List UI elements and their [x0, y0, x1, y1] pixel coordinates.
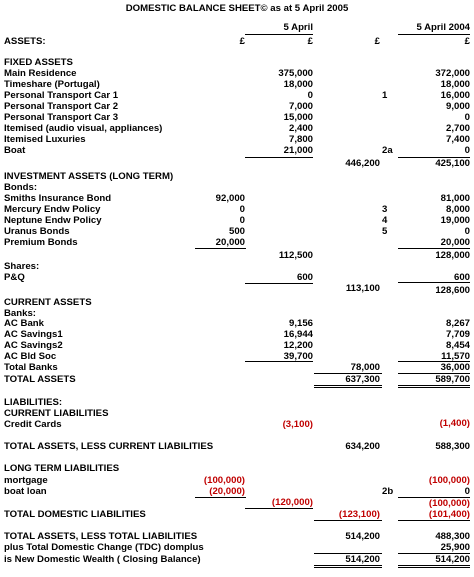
bank-value-2005: 16,944	[283, 329, 313, 340]
current-liabilities-heading: CURRENT LIABILITIES	[4, 408, 109, 419]
header-2004: 5 April 2004	[416, 22, 470, 33]
bond-units: 20,000	[215, 237, 245, 248]
total-banks-2005: 78,000	[350, 362, 380, 373]
boat-loan-ref: 2b	[382, 486, 394, 497]
fixed-assets-rule-2005	[245, 157, 313, 158]
shares-label: Shares:	[4, 261, 40, 272]
fixed-asset-label: Personal Transport Car 2	[4, 101, 119, 112]
fixed-asset-value-2004: 0	[464, 112, 470, 123]
total-domestic-label: TOTAL DOMESTIC LIABILITIES	[4, 509, 146, 520]
currency-col2: £	[307, 36, 313, 47]
total-assets-2004: 589,700	[435, 374, 470, 385]
bonds-rule-units	[195, 248, 246, 249]
total-domestic-rule-2005	[245, 508, 313, 509]
boat-loan-2005: (20,000)	[209, 486, 245, 497]
investment-heading: INVESTMENT ASSETS (LONG TERM)	[4, 171, 174, 182]
net-current-2005: 634,200	[345, 441, 380, 452]
fixed-assets-heading: FIXED ASSETS	[4, 57, 73, 68]
currency-col4: £	[464, 36, 470, 47]
total-domestic-underline-2005	[314, 520, 382, 521]
fixed-asset-value-2004: 7,400	[445, 134, 470, 145]
banks-label: Banks:	[4, 308, 36, 319]
bank-value-2005: 9,156	[288, 318, 313, 329]
long-term-sub-2004: (100,000)	[428, 498, 470, 509]
banks-rule-2005	[245, 361, 313, 362]
bond-units: 500	[228, 226, 245, 237]
closing-2004: 514,200	[435, 554, 470, 565]
fixed-asset-value-2004: 372,000	[435, 68, 470, 79]
net-current-label: TOTAL ASSETS, LESS CURRENT LIABILITIES	[4, 441, 214, 452]
bond-value-2004: 19,000	[440, 215, 470, 226]
bond-ref: 5	[382, 226, 388, 237]
mortgage-label: mortgage	[4, 475, 48, 486]
total-assets-double-rule-2004	[398, 385, 470, 388]
investment-total-2005: 113,100	[345, 283, 380, 294]
bank-value-2004: 8,267	[445, 318, 470, 329]
bonds-rule-2004	[398, 248, 470, 249]
shares-rule-2005	[245, 283, 313, 284]
bank-value-2005: 12,200	[283, 340, 313, 351]
net-worth-2004: 488,300	[435, 531, 470, 542]
long-term-rule	[195, 497, 246, 498]
bank-value-2004: 7,709	[445, 329, 470, 340]
tdc-2004: 25,900	[440, 542, 470, 553]
total-assets-double-rule-2005	[314, 385, 382, 388]
fixed-asset-value-2004: 0	[464, 145, 470, 156]
bank-value-2004: 11,570	[441, 351, 470, 362]
closing-2005: 514,200	[345, 554, 380, 565]
investment-total-2004: 128,600	[435, 285, 470, 296]
header-2004-underline	[398, 34, 470, 35]
bond-units: 92,000	[215, 193, 245, 204]
net-worth-label: TOTAL ASSETS, LESS TOTAL LIABILITIES	[4, 531, 198, 542]
closing-double-rule-2005	[314, 565, 382, 568]
bond-label: Mercury Endw Policy	[4, 204, 101, 215]
bonds-total-2005: 112,500	[278, 250, 313, 261]
current-assets-heading: CURRENT ASSETS	[4, 297, 92, 308]
shares-rule-2004	[398, 282, 470, 283]
fixed-asset-label: Itemised Luxuries	[4, 134, 86, 145]
fixed-asset-label: Personal Transport Car 1	[4, 90, 119, 101]
fixed-assets-total-2004: 425,100	[435, 158, 470, 169]
fixed-asset-ref: 2a	[382, 145, 393, 156]
bank-label: AC Savings1	[4, 329, 63, 340]
bank-value-2005: 39,700	[283, 351, 313, 362]
header-2005: 5 April	[283, 22, 313, 33]
bond-ref: 3	[382, 204, 388, 215]
total-banks-2004: 36,000	[440, 362, 470, 373]
tdc-label: plus Total Domestic Change (TDC) domplus	[4, 542, 204, 553]
fixed-asset-label: Itemised (audio visual, appliances)	[4, 123, 163, 134]
bond-value-2004: 20,000	[440, 237, 470, 248]
fixed-asset-value-2005: 21,000	[283, 145, 313, 156]
currency-col3: £	[374, 36, 380, 47]
currency-col1: £	[239, 36, 245, 47]
bond-value-2004: 81,000	[440, 193, 470, 204]
fixed-asset-value-2005: 2,400	[288, 123, 313, 134]
mortgage-2004: (100,000)	[428, 475, 470, 486]
fixed-asset-value-2004: 16,000	[440, 90, 470, 101]
credit-cards-2004: (1,400)	[439, 418, 470, 429]
bank-label: AC Savings2	[4, 340, 63, 351]
bond-value-2004: 8,000	[445, 204, 470, 215]
total-domestic-underline-2004	[398, 520, 470, 521]
bond-label: Smiths Insurance Bond	[4, 193, 112, 204]
closing-double-rule-2004	[398, 565, 470, 568]
bond-units: 0	[239, 215, 245, 226]
share-value-2004-0: 600	[453, 272, 470, 283]
bonds-total-2004: 128,000	[435, 250, 470, 261]
bonds-label: Bonds:	[4, 182, 38, 193]
credit-cards-label: Credit Cards	[4, 419, 62, 430]
bond-ref: 4	[382, 215, 388, 226]
net-current-2004: 588,300	[435, 441, 470, 452]
bond-value-2004: 0	[464, 226, 470, 237]
boat-loan-2004: 0	[464, 486, 470, 497]
bank-value-2004: 8,454	[445, 340, 470, 351]
fixed-asset-value-2005: 15,000	[283, 112, 313, 123]
fixed-asset-value-2004: 2,700	[445, 123, 470, 134]
mortgage-2005: (100,000)	[203, 475, 245, 486]
total-banks-label: Total Banks	[4, 362, 58, 373]
fixed-asset-value-2005: 375,000	[278, 68, 313, 79]
fixed-asset-value-2005: 0	[307, 90, 313, 101]
bank-label: AC Bld Soc	[4, 351, 57, 362]
total-assets-2005: 637,300	[345, 374, 380, 385]
fixed-asset-value-2005: 18,000	[283, 79, 313, 90]
bond-label: Uranus Bonds	[4, 226, 70, 237]
liabilities-heading: LIABILITIES:	[4, 397, 63, 408]
fixed-asset-value-2005: 7,800	[288, 134, 313, 145]
header-2005-underline	[245, 34, 313, 35]
bond-label: Premium Bonds	[4, 237, 78, 248]
fixed-asset-label: Boat	[4, 145, 26, 156]
bond-label: Neptune Endw Policy	[4, 215, 102, 226]
fixed-asset-value-2005: 7,000	[288, 101, 313, 112]
fixed-asset-label: Main Residence	[4, 68, 77, 79]
total-assets-label: TOTAL ASSETS	[4, 374, 76, 385]
closing-label: is New Domestic Wealth ( Closing Balance)	[4, 554, 201, 565]
credit-cards-2005: (3,100)	[282, 419, 313, 430]
fixed-asset-value-2004: 18,000	[440, 79, 470, 90]
fixed-assets-total-2005: 446,200	[345, 158, 380, 169]
total-domestic-2004: (101,400)	[428, 509, 470, 520]
fixed-asset-label: Personal Transport Car 3	[4, 112, 119, 123]
share-value-2005-0: 600	[296, 272, 313, 283]
net-worth-2005: 514,200	[345, 531, 380, 542]
sheet-title: DOMESTIC BALANCE SHEET© as at 5 April 2005	[125, 3, 349, 14]
assets-label: ASSETS:	[4, 36, 46, 47]
share-label-0: P&Q	[4, 272, 25, 283]
long-term-heading: LONG TERM LIABILITIES	[4, 463, 120, 474]
long-term-sub-2005: (120,000)	[271, 497, 313, 508]
bond-units: 0	[239, 204, 245, 215]
fixed-asset-value-2004: 9,000	[445, 101, 470, 112]
total-domestic-2005: (123,100)	[338, 509, 380, 520]
boat-loan-label: boat loan	[4, 486, 47, 497]
fixed-asset-ref: 1	[382, 90, 388, 101]
fixed-asset-label: Timeshare (Portugal)	[4, 79, 100, 90]
bank-label: AC Bank	[4, 318, 44, 329]
